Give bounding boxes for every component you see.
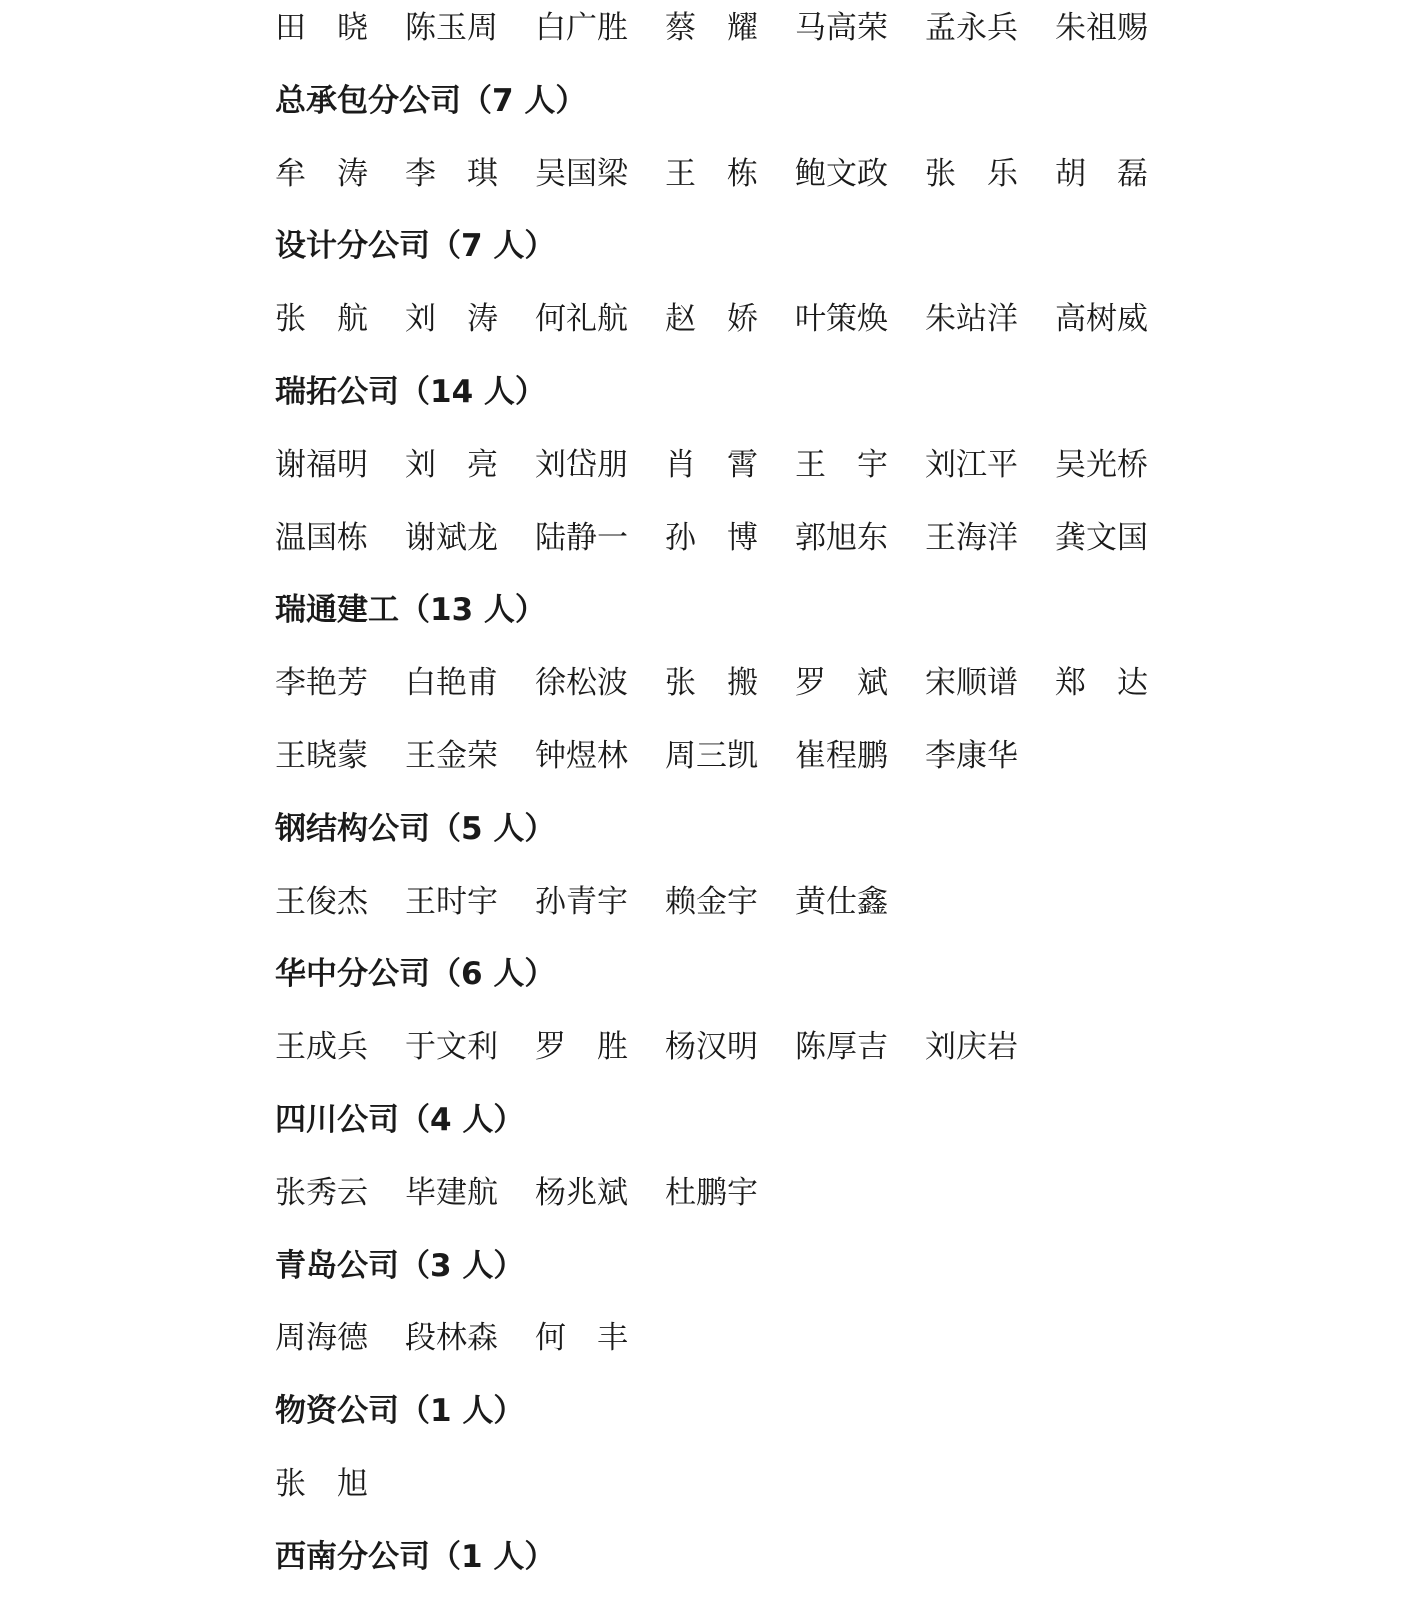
person-name: 温国栋 — [275, 519, 368, 556]
section-heading-line — [275, 364, 1175, 437]
person-name: 张 航 — [275, 301, 368, 338]
section-heading-line — [275, 582, 1175, 655]
person-name: 于文利 — [405, 1029, 498, 1066]
person-name: 陈玉周 — [405, 10, 498, 46]
person-name: 田 晓 — [275, 10, 368, 46]
person-name: 刘岱朋 — [535, 446, 628, 483]
person-name: 叶策焕 — [795, 301, 888, 338]
section-heading-line — [275, 801, 1175, 874]
person-name: 孟永兵 — [925, 10, 1018, 46]
person-name: 徐松波 — [535, 665, 628, 702]
name-row — [275, 146, 1175, 219]
name-row — [275, 1456, 1175, 1529]
person-name: 段林森 — [405, 1320, 498, 1357]
person-name: 罗 胜 — [535, 1029, 628, 1066]
person-name: 龚文国 — [1055, 519, 1148, 556]
section-heading-line — [275, 1092, 1175, 1165]
person-name: 刘江平 — [925, 446, 1018, 483]
name-row — [275, 655, 1175, 728]
name-row — [275, 510, 1175, 583]
person-name: 白艳甫 — [405, 665, 498, 702]
section-heading: 瑞拓公司（14 人） — [275, 373, 546, 410]
person-name: 张秀云 — [275, 1174, 368, 1211]
person-name: 张 乐 — [925, 155, 1018, 192]
person-name: 肖 霄 — [665, 446, 758, 483]
person-name: 王成兵 — [275, 1029, 368, 1066]
section-heading: 钢结构公司（5 人） — [275, 810, 556, 847]
person-name: 陆静一 — [535, 519, 628, 556]
person-name: 刘 涛 — [405, 301, 498, 338]
person-name: 赵 娇 — [665, 301, 758, 338]
person-name: 马高荣 — [795, 10, 888, 46]
person-name: 谢斌龙 — [405, 519, 498, 556]
name-row — [275, 728, 1175, 801]
section-heading: 四川公司（4 人） — [275, 1101, 525, 1138]
person-name: 陈厚吉 — [795, 1029, 888, 1066]
person-name: 李康华 — [925, 737, 1018, 774]
section-heading-line — [275, 1529, 1175, 1602]
name-row — [275, 437, 1175, 510]
name-row — [275, 0, 1175, 73]
section-heading-line — [275, 218, 1175, 291]
person-name: 张 旭 — [275, 1465, 368, 1502]
person-name: 李艳芳 — [275, 665, 368, 702]
document-body — [275, 0, 1175, 1602]
person-name: 刘 亮 — [405, 446, 498, 483]
person-name: 杜鹏宇 — [665, 1174, 758, 1211]
person-name: 何礼航 — [535, 301, 628, 338]
person-name: 吴光桥 — [1055, 446, 1148, 483]
person-name: 鲍文政 — [795, 155, 888, 192]
person-name: 孙 博 — [665, 519, 758, 556]
section-heading: 设计分公司（7 人） — [275, 228, 556, 265]
person-name: 朱站洋 — [925, 301, 1018, 338]
section-heading-line — [275, 73, 1175, 146]
person-name: 王海洋 — [925, 519, 1018, 556]
person-name: 黄仕鑫 — [795, 883, 888, 920]
person-name: 高树威 — [1055, 301, 1148, 338]
person-name: 王时宇 — [405, 883, 498, 920]
person-name: 牟 涛 — [275, 155, 368, 192]
name-row — [275, 1165, 1175, 1238]
section-heading: 华中分公司（6 人） — [275, 956, 556, 993]
person-name: 张 搬 — [665, 665, 758, 702]
person-name: 谢福明 — [275, 446, 368, 483]
person-name: 宋顺谱 — [925, 665, 1018, 702]
section-heading: 青岛公司（3 人） — [275, 1247, 525, 1284]
name-row — [275, 874, 1175, 947]
name-row — [275, 1019, 1175, 1092]
section-heading: 西南分公司（1 人） — [275, 1538, 556, 1575]
person-name: 郭旭东 — [795, 519, 888, 556]
person-name: 王金荣 — [405, 737, 498, 774]
section-heading: 瑞通建工（13 人） — [275, 592, 546, 629]
person-name: 吴国梁 — [535, 155, 628, 192]
person-name: 朱祖赐 — [1055, 10, 1148, 46]
person-name: 毕建航 — [405, 1174, 498, 1211]
person-name: 李 琪 — [405, 155, 498, 192]
section-heading-line — [275, 1383, 1175, 1456]
person-name: 孙青宇 — [535, 883, 628, 920]
person-name: 王晓蒙 — [275, 737, 368, 774]
person-name: 王 栋 — [665, 155, 758, 192]
person-name: 刘庆岩 — [925, 1029, 1018, 1066]
person-name: 何 丰 — [535, 1320, 628, 1357]
person-name: 郑 达 — [1055, 665, 1148, 702]
person-name: 罗 斌 — [795, 665, 888, 702]
person-name: 周海德 — [275, 1320, 368, 1357]
person-name: 杨汉明 — [665, 1029, 758, 1066]
name-row — [275, 1310, 1175, 1383]
section-heading-line — [275, 946, 1175, 1019]
person-name: 周三凯 — [665, 737, 758, 774]
section-heading: 物资公司（1 人） — [275, 1393, 525, 1430]
person-name: 王 宇 — [795, 446, 888, 483]
person-name: 杨兆斌 — [535, 1174, 628, 1211]
name-row — [275, 291, 1175, 364]
section-heading-line — [275, 1238, 1175, 1311]
section-heading: 总承包分公司（7 人） — [275, 82, 587, 119]
person-name: 钟煜林 — [535, 737, 628, 774]
person-name: 白广胜 — [535, 10, 628, 46]
person-name: 蔡 耀 — [665, 10, 758, 46]
person-name: 赖金宇 — [665, 883, 758, 920]
person-name: 崔程鹏 — [795, 737, 888, 774]
person-name: 王俊杰 — [275, 883, 368, 920]
person-name: 胡 磊 — [1055, 155, 1148, 192]
